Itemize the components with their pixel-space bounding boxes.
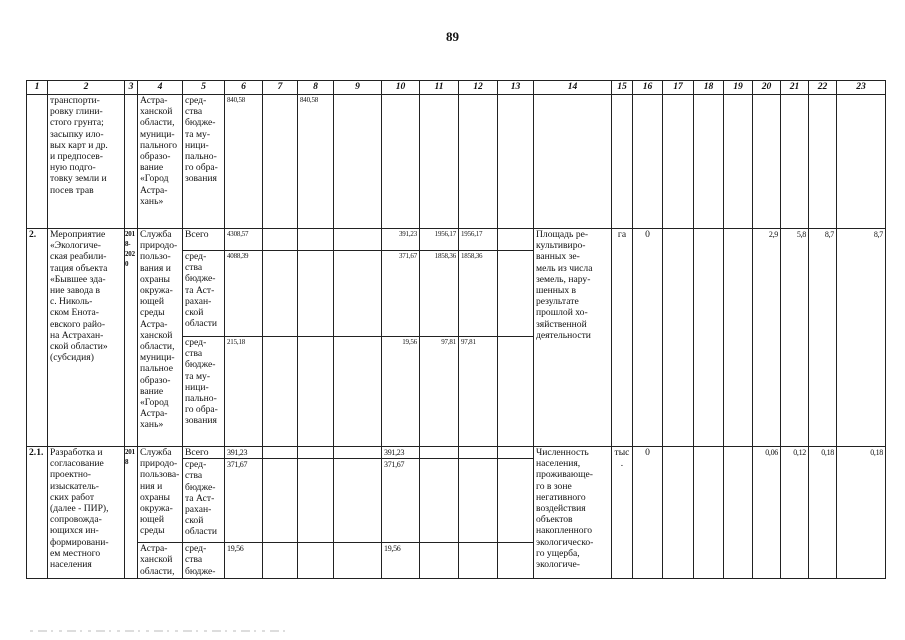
header-cell: 17: [663, 81, 694, 95]
header-cell: 7: [263, 81, 298, 95]
cell-empty: [498, 229, 534, 251]
cell-empty: [420, 459, 459, 543]
cell-measure-name: транспорти- ровку глини- стого грунта; засыпку ило- вых карт и др. и предпосев- ную подго- товку земли и посев трав: [48, 95, 125, 229]
cell-year: 1858,36: [420, 251, 459, 337]
cell-base: 0: [633, 229, 663, 447]
cell-total: 4308,57: [225, 229, 263, 251]
cell-empty: [724, 229, 753, 447]
cell-empty: [298, 459, 334, 543]
cell-empty: [724, 95, 753, 229]
cell-year: 1956,17: [420, 229, 459, 251]
cell-empty: [298, 229, 334, 251]
cell-empty: [498, 337, 534, 447]
cell-target: 0,06: [753, 447, 781, 579]
header-cell: 3: [125, 81, 138, 95]
cell-target: 0,18: [837, 447, 886, 579]
header-cell: 16: [633, 81, 663, 95]
cell-total: 391,23: [225, 447, 263, 459]
cell-executor: Служба природо- пользова- ния и охраны окружа- ющей среды: [138, 447, 183, 543]
cell-empty: [263, 229, 298, 251]
cell-empty: [334, 229, 382, 251]
cell-number: 2.: [27, 229, 48, 447]
cell-measure-name: Разработка и согласование проектно- изыскатель- ских работ (далее - ПИР), сопровожда- ющихся ин- формировани- ем местного населения: [48, 447, 125, 579]
cell-empty: [724, 447, 753, 579]
cell-empty: [334, 459, 382, 543]
cell-target: 8,7: [809, 229, 837, 447]
cell-empty: [534, 95, 612, 229]
cell-year: 19,56: [382, 337, 420, 447]
cell-indicator: Численность населения, проживающе- го в зоне негативного воздействия объектов накопленного экологическо- го ущерба, экологиче-: [534, 447, 612, 579]
cell-empty: [694, 95, 724, 229]
cell-empty: [663, 95, 694, 229]
cell-source: сред- ства бюдже- та Аст- рахан- ской области: [183, 251, 225, 337]
cell-executor: Астра- ханской области, муници- пального образо- вание «Город Астра- хань»: [138, 95, 183, 229]
header-row: [27, 81, 886, 95]
cell-target: 0,18: [809, 447, 837, 579]
cell-empty: [334, 447, 382, 459]
cell-empty: [459, 447, 498, 459]
cell-indicator: Площадь ре- культивиро- ванных зе- мель из числа земель, нару- шенных в результате прошлой хо- зяйственной деятельности: [534, 229, 612, 447]
cell-empty: [837, 95, 886, 229]
cell-empty: [663, 229, 694, 447]
header-cell: 22: [809, 81, 837, 95]
header-cell: 1: [27, 81, 48, 95]
cell-period: 2018- 2020: [125, 229, 138, 447]
cell-empty: [298, 447, 334, 459]
cell-empty: [498, 543, 534, 579]
cell-target: 8,7: [837, 229, 886, 447]
page-number: 89: [446, 29, 459, 44]
cell-empty: [263, 447, 298, 459]
cell-empty: [459, 543, 498, 579]
cell-empty: [498, 447, 534, 459]
cell-empty: [498, 459, 534, 543]
header-cell: 5: [183, 81, 225, 95]
cell-total: 4088,39: [225, 251, 263, 337]
cell-empty: [298, 251, 334, 337]
cell-empty: [334, 95, 382, 229]
cell-year: 97,81: [459, 337, 498, 447]
cell-executor: Служба природо- пользо- вания и охраны окружа- ющей среды Астра- ханской области, муници- пальное образо- вание «Город Астра- хань»: [138, 229, 183, 447]
continuation-row: [27, 95, 886, 229]
cell-year: 391,23: [382, 447, 420, 459]
cell-empty: [263, 95, 298, 229]
cell-target: 2,9: [753, 229, 781, 447]
cell-empty: [334, 543, 382, 579]
cell-empty: [263, 337, 298, 447]
cell-target: 5,8: [781, 229, 809, 447]
cell-empty: [420, 543, 459, 579]
header-cell: 20: [753, 81, 781, 95]
cell-year: 1858,36: [459, 251, 498, 337]
cell-empty: [298, 543, 334, 579]
cell-period: [125, 95, 138, 229]
cell-empty: [498, 95, 534, 229]
cell-source: Всего: [183, 229, 225, 251]
cell-base: 0: [633, 447, 663, 579]
cell-source: Всего: [183, 447, 225, 459]
cell-empty: [263, 459, 298, 543]
cell-target: 0,12: [781, 447, 809, 579]
header-cell: 18: [694, 81, 724, 95]
cell-measure-name: Мероприятие «Экологиче- ская реабили- тация объекта «Бывшее зда- ние завода в с. Николь- ском Енота- евского райо- на Астрахан- ской области» (субсидия): [48, 229, 125, 447]
cell-empty: [382, 95, 420, 229]
header-cell: 14: [534, 81, 612, 95]
table-row: [27, 229, 886, 251]
cell-empty: [612, 95, 633, 229]
header-cell: 15: [612, 81, 633, 95]
cell-empty: [298, 337, 334, 447]
cell-empty: [694, 229, 724, 447]
cell-source: сред- ства бюдже- та му- ници- пально- го обра- зования: [183, 95, 225, 229]
cell-empty: [263, 543, 298, 579]
cell-period: 2018: [125, 447, 138, 579]
header-cell: 6: [225, 81, 263, 95]
program-table: [26, 80, 886, 579]
cell-total: 840,58: [225, 95, 263, 229]
cell-year: 19,56: [382, 543, 420, 579]
header-cell: 12: [459, 81, 498, 95]
header-cell: 13: [498, 81, 534, 95]
cell-source: сред- ства бюдже- та Аст- рахан- ской области: [183, 459, 225, 543]
cell-unit: га: [612, 229, 633, 447]
header-cell: 11: [420, 81, 459, 95]
header-cell: 9: [334, 81, 382, 95]
cell-number: [27, 95, 48, 229]
header-cell: 19: [724, 81, 753, 95]
cell-source: сред- ства бюдже- та му- ници- пально- го обра- зования: [183, 337, 225, 447]
header-cell: 2: [48, 81, 125, 95]
header-cell: 10: [382, 81, 420, 95]
cell-empty: [633, 95, 663, 229]
header-cell: 21: [781, 81, 809, 95]
cell-number: 2.1.: [27, 447, 48, 579]
cell-year: 391,23: [382, 229, 420, 251]
cell-empty: [420, 95, 459, 229]
scan-noise: [30, 628, 290, 634]
header-cell: 23: [837, 81, 886, 95]
cell-empty: [781, 95, 809, 229]
cell-empty: [809, 95, 837, 229]
cell-empty: [753, 95, 781, 229]
cell-total: 19,56: [225, 543, 263, 579]
cell-year: 840,58: [298, 95, 334, 229]
cell-year: 371,67: [382, 251, 420, 337]
cell-empty: [459, 459, 498, 543]
table-row: [27, 447, 886, 459]
cell-empty: [663, 447, 694, 579]
cell-empty: [498, 251, 534, 337]
cell-year: 97,81: [420, 337, 459, 447]
cell-source: сред- ства бюдже-: [183, 543, 225, 579]
cell-empty: [420, 447, 459, 459]
cell-executor: Астра- ханской области,: [138, 543, 183, 579]
cell-year: 371,67: [382, 459, 420, 543]
cell-unit: тыс.: [612, 447, 633, 579]
cell-empty: [263, 251, 298, 337]
header-cell: 4: [138, 81, 183, 95]
header-cell: 8: [298, 81, 334, 95]
cell-empty: [334, 337, 382, 447]
cell-empty: [334, 251, 382, 337]
cell-empty: [694, 447, 724, 579]
cell-empty: [459, 95, 498, 229]
cell-total: 215,18: [225, 337, 263, 447]
cell-year: 1956,17: [459, 229, 498, 251]
cell-total: 371,67: [225, 459, 263, 543]
